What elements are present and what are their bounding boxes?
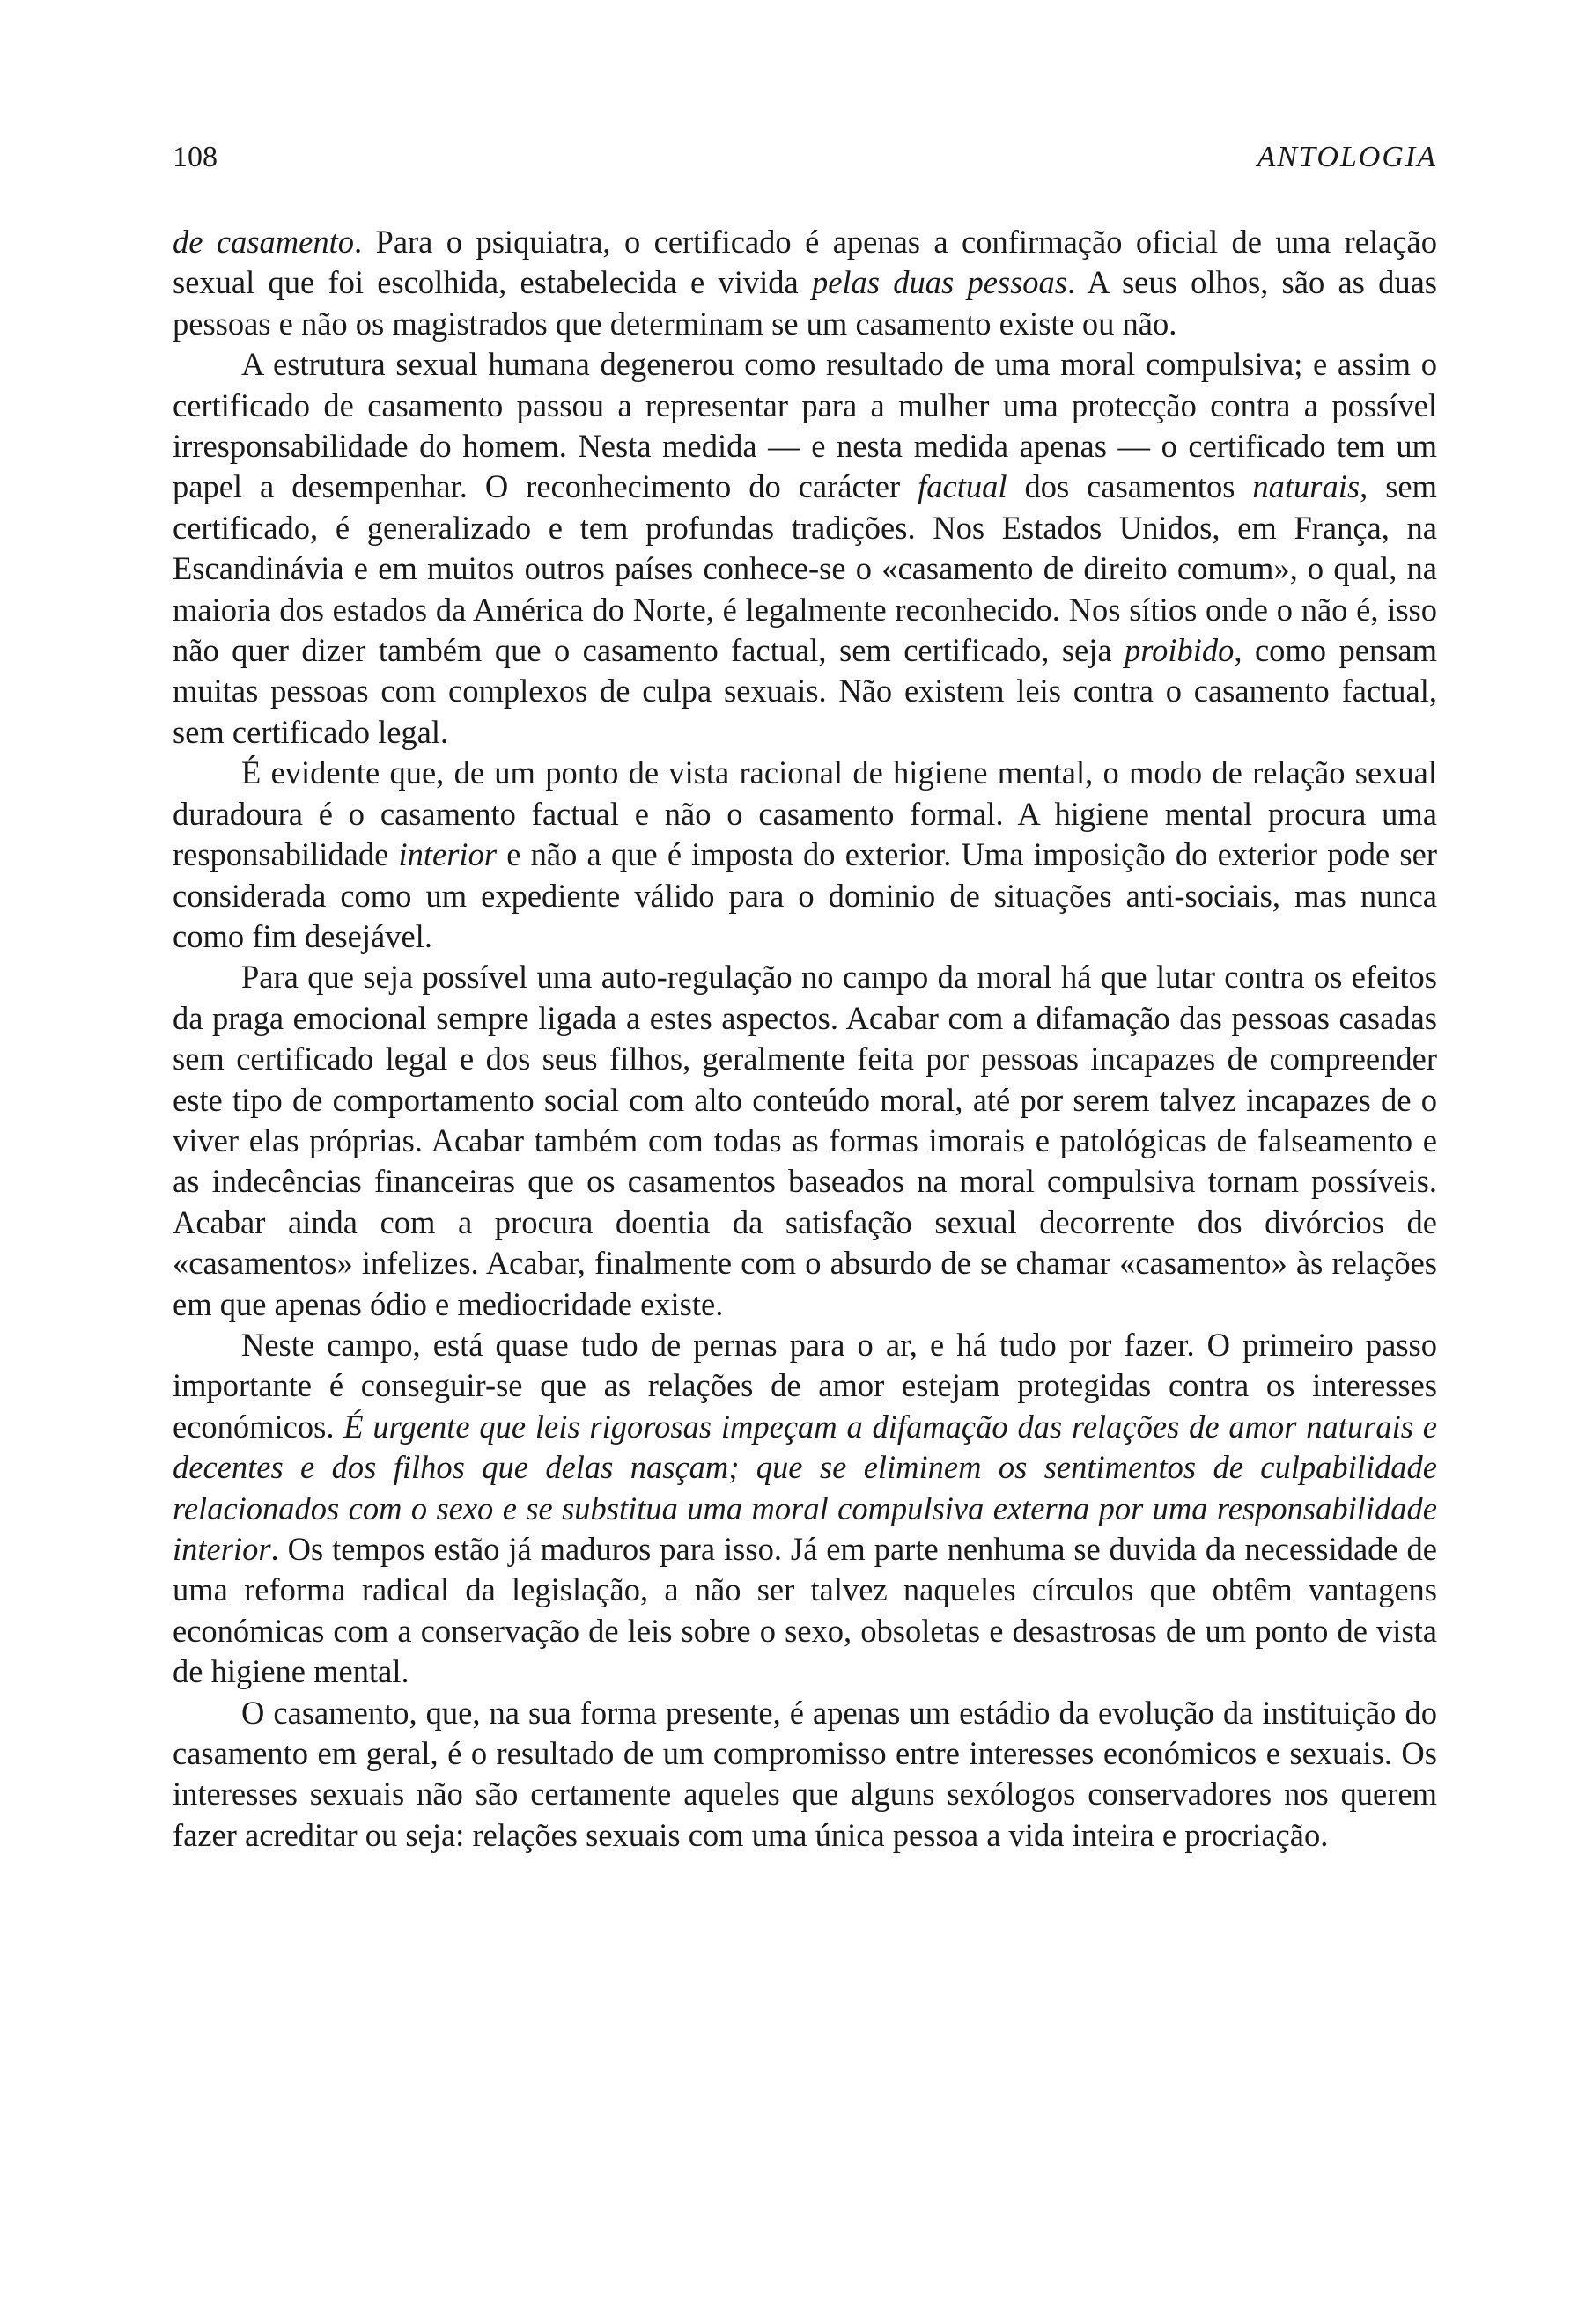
text-run: . A seus olhos, são as duas pessoas e não os magistrados que determinam se um casamento existe ou não.: [173, 264, 1437, 342]
text-run: , sem certificado, é generalizado e tem profundas tradições. Nos Estados Unidos, em França, na Escandinávia e em muitos outros países conhece-se o «casamento de direito comum», o qual, na maioria dos estados da América do Norte, é legalmente reconhecido. Nos sítios onde o não é, isso não quer dizer também que o casamento factual, sem certificado, seja: [173, 468, 1438, 669]
paragraph: [173, 344, 1437, 753]
text-run: Neste campo, está quase tudo de pernas para o ar, e há tudo por fazer. O primeiro passo importante é conseguir-se que as relações de amor estejam protegidas contra os interesses económicos.: [173, 1326, 1437, 1445]
italic-text: factual: [918, 468, 1007, 505]
italic-text: É urgente que leis rigorosas impeçam a difamação das relações de amor naturais e decentes e dos filhos que delas nasçam; que se eliminem os sentimentos de culpabilidade relacionados com o sexo e se substitua uma moral compulsiva externa por uma responsabilidade interior: [173, 1408, 1437, 1567]
paragraph: [173, 1693, 1437, 1857]
text-run: . Para o psiquiatra, o certificado é apenas a confirmação oficial de uma relação sexual que foi escolhida, estabelecida e vivida: [173, 224, 1437, 301]
italic-text: interior: [398, 836, 498, 873]
italic-text: naturais: [1252, 468, 1360, 505]
paragraph: [173, 222, 1437, 344]
page-number: 108: [173, 141, 218, 173]
italic-text: pelas duas pessoas: [811, 264, 1068, 301]
paragraph: [173, 957, 1437, 1325]
page-header: [173, 141, 1437, 185]
italic-text: proibido: [1125, 632, 1235, 669]
paragraph: [173, 1325, 1437, 1693]
text-run: Para que seja possível uma auto-regulação no campo da moral há que lutar contra os efeitos da praga emocional sempre ligada a estes aspectos. Acabar com a difamação das pessoas casadas sem certificado legal e dos seus filhos, geralmente feita por pessoas incapazes de compreender este tipo de comportamento social com alto conteúdo moral, até por serem talvez incapazes de o viver elas próprias. Acabar também com todas as formas imorais e patológicas de falseamento e as indecências financeiras que os casamentos baseados na moral compulsiva tornam possíveis. Acabar ainda com a procura doentia da satisfação sexual decorrente dos divórcios de «casamentos» infelizes. Acabar, finalmente com o absurdo de se chamar «casamento» às relações em que apenas ódio e mediocridade existe.: [173, 959, 1437, 1322]
text-run: . Os tempos estão já maduros para isso. Já em parte nenhuma se duvida da necessidade de uma reforma radical da legislação, a não ser talvez naqueles círculos que obtêm vantagens económicas com a conservação de leis sobre o sexo, obsoletas e desastrosas de um ponto de vista de higiene mental.: [173, 1531, 1437, 1690]
body-text: [173, 222, 1437, 1856]
text-run: É evidente que, de um ponto de vista racional de higiene mental, o modo de relação sexual duradoura é o casamento factual e não o casamento formal. A higiene mental procura uma responsabilidade: [173, 754, 1437, 873]
italic-text: de casamento: [173, 224, 354, 260]
text-run: O casamento, que, na sua forma presente, é apenas um estádio da evolução da instituição do casamento em geral, é o resultado de um compromisso entre interesses económicos e sexuais. Os interesses sexuais não são certamente aqueles que alguns sexólogos conservadores nos querem fazer acreditar ou seja: relações sexuais com uma única pessoa a vida inteira e procriação.: [173, 1694, 1437, 1853]
text-run: , como pensam muitas pessoas com complexos de culpa sexuais. Não existem leis contra o casamento factual, sem certificado legal.: [173, 632, 1437, 750]
text-run: A estrutura sexual humana degenerou como resultado de uma moral compulsiva; e assim o certificado de casamento passou a representar para a mulher uma protecção contra a possível irresponsabilidade do homem. Nesta medida — e nesta medida apenas — o certificado tem um papel a desempenhar. O reconhecimento do carácter: [173, 346, 1437, 505]
running-title: ANTOLOGIA: [1257, 141, 1437, 173]
paragraph: [173, 753, 1437, 957]
text-run: dos casamentos: [1007, 468, 1253, 505]
text-run: e não a que é imposta do exterior. Uma imposição do exterior pode ser considerada como um expediente válido para o dominio de situações anti-sociais, mas nunca como fim desejável.: [173, 836, 1437, 954]
